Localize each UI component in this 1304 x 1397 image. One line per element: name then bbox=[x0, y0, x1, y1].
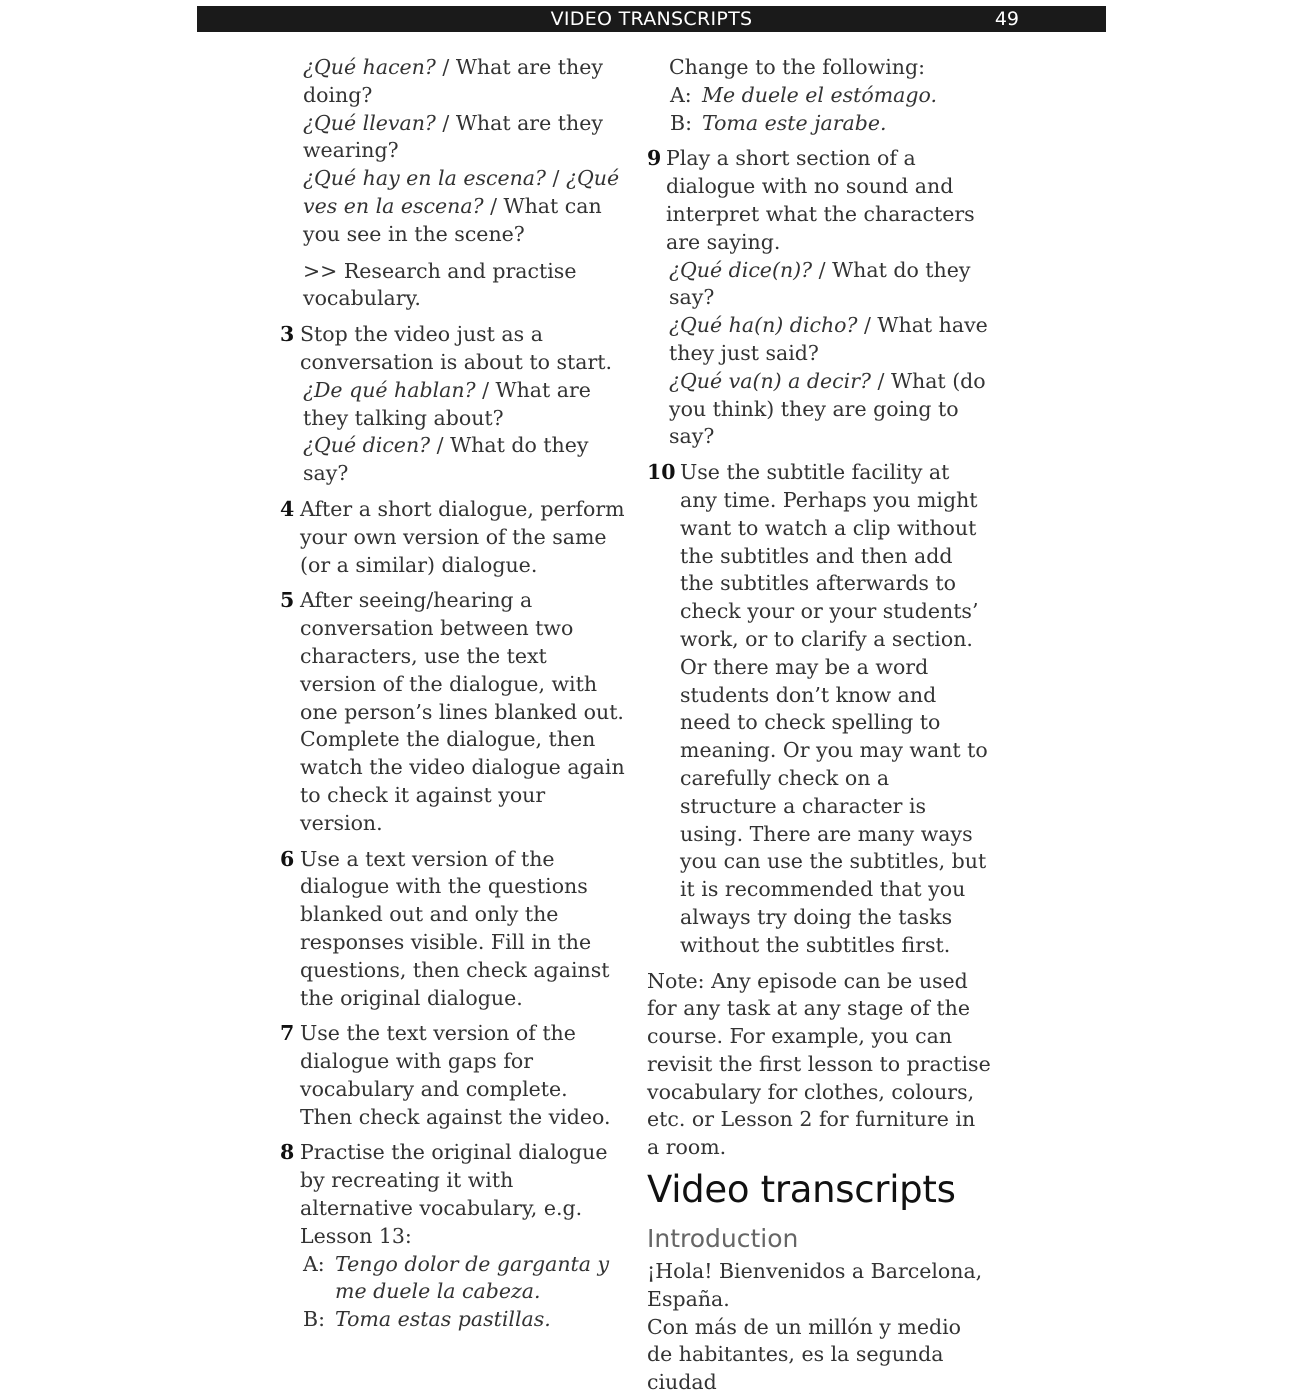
item-number: 4 bbox=[280, 496, 295, 521]
page-header bbox=[197, 6, 1106, 32]
list-item-5 bbox=[280, 587, 625, 837]
item-number: 8 bbox=[280, 1140, 295, 1165]
item-text: Play a short section of a dialogue with no sound and interpret what the characters are saying. bbox=[666, 146, 975, 254]
question-what-wearing: ¿Qué llevan? / What are they wearing? bbox=[303, 110, 603, 163]
item-number: 6 bbox=[280, 846, 295, 871]
item-question: ¿De qué hablan? / What are they talking about? bbox=[303, 377, 591, 430]
section-heading: Video transcripts bbox=[647, 1168, 956, 1212]
item-number: 7 bbox=[280, 1021, 295, 1046]
item-text: Use a text version of the dialogue with the questions blanked out and only the responses visible. Fill in the questions, then check against the original dialogue. bbox=[300, 846, 610, 1010]
research-note: >> Research and practise vocabulary. bbox=[303, 258, 577, 311]
dialogue-line-b: B: Toma estas pastillas. bbox=[303, 1307, 551, 1332]
right-column bbox=[647, 54, 992, 1397]
item-number: 3 bbox=[280, 322, 295, 347]
dialogue-line-a: A: Tengo dolor de garganta y me duele la cabeza. bbox=[303, 1251, 610, 1304]
item-question: ¿Qué ha(n) dicho? / What have they just said? bbox=[669, 313, 988, 365]
list-item-9 bbox=[647, 145, 992, 451]
dialogue-line-b: B: Toma este jarabe. bbox=[670, 110, 887, 135]
item-text: Stop the video just as a conversation is about to start. bbox=[300, 322, 613, 374]
list-item-8 bbox=[280, 1139, 625, 1334]
item-number: 10 bbox=[647, 460, 676, 485]
subsection-heading: Introduction bbox=[647, 1224, 799, 1254]
transcript-paragraph: Con más de un millón y medio de habitantes, es la segunda ciudad bbox=[647, 1314, 961, 1395]
list-item-3 bbox=[280, 321, 625, 488]
list-item-7 bbox=[280, 1020, 625, 1131]
change-instruction: Change to the following: bbox=[669, 55, 925, 79]
item-number: 5 bbox=[280, 588, 295, 613]
item-text: After seeing/hearing a conversation between two characters, use the text version of the dialogue, with one person’s lines blanked out. Complete the dialogue, then watch the video dialogue again to check it against your version. bbox=[300, 588, 625, 835]
left-column bbox=[280, 54, 625, 1334]
list-item-4 bbox=[280, 496, 625, 579]
item-number: 9 bbox=[647, 146, 662, 171]
note-paragraph: Note: Any episode can be used for any task at any stage of the course. For example, you can revisit the first lesson to practise vocabulary for clothes, colours, etc. or Lesson 2 for furniture in a room. bbox=[647, 968, 991, 1160]
item-question: ¿Qué dice(n)? / What do they say? bbox=[669, 257, 971, 310]
item-text: After a short dialogue, perform your own version of the same (or a similar) dialogue. bbox=[300, 496, 625, 577]
item-text: Use the text version of the dialogue with gaps for vocabulary and complete. Then check against the video. bbox=[300, 1021, 611, 1129]
item-question: ¿Qué dicen? / What do they say? bbox=[303, 433, 589, 486]
running-title: VIDEO TRANSCRIPTS bbox=[550, 8, 753, 30]
list-item-10 bbox=[647, 459, 992, 959]
list-item-6 bbox=[280, 846, 625, 1013]
dialogue-line-a: A: Me duele el estómago. bbox=[670, 82, 938, 107]
item-text: Use the subtitle facility at any time. Perhaps you might want to watch a clip without the subtitles and then add the subtitles afterwards to check your or your students’ work, or to clarify a section. Or there may be a word students don’t know and need to check spelling to meaning. Or you may want to carefully check on a structure a character is using. There are many ways you can use the subtitles, but it is recommended that you always try doing the tasks without the subtitles first. bbox=[680, 460, 988, 957]
item-question: ¿Qué va(n) a decir? / What (do you think) they are going to say? bbox=[669, 368, 986, 449]
question-what-doing: ¿Qué hacen? / What are they doing? bbox=[303, 55, 603, 107]
item-text: Practise the original dialogue by recreating it with alternative vocabulary, e.g. Lesson 13: bbox=[300, 1140, 608, 1248]
page-number: 49 bbox=[994, 8, 1019, 30]
question-what-scene: ¿Qué hay en la escena? / ¿Qué ves en la escena? / What can you see in the scene? bbox=[303, 166, 620, 246]
transcript-paragraph: ¡Hola! Bienvenidos a Barcelona, España. bbox=[647, 1259, 983, 1311]
